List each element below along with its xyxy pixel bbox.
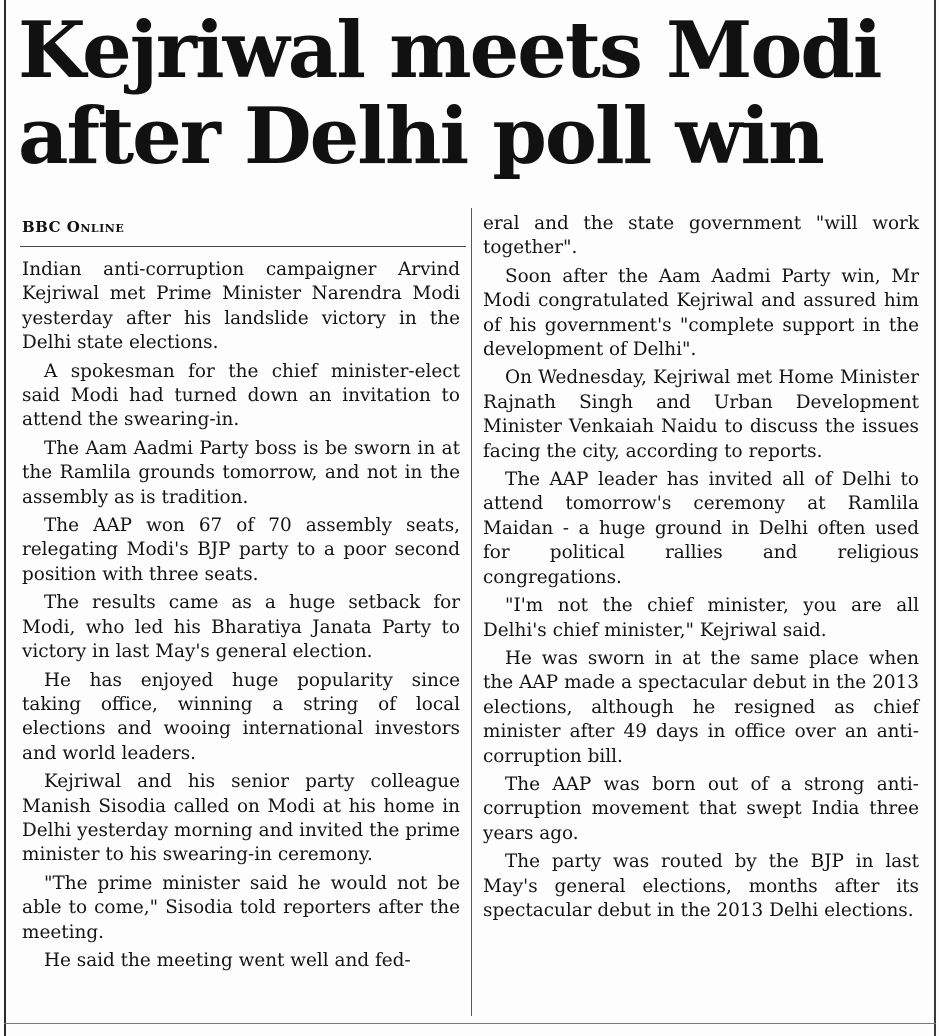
article-paragraph: Indian anti-corruption campaigner Arvind Kejriwal met Prime Minister Narendra Modi yesterday after his landslide victory in the Delhi state elections. — [22, 259, 460, 354]
column-divider — [471, 208, 472, 1016]
headline: Kejriwal meets Modi after Delhi poll win — [18, 5, 881, 182]
article-paragraph-continued: eral and the state government "will work together". — [483, 213, 919, 259]
byline: BBC Online — [22, 218, 125, 236]
clipping-bottom-edge — [4, 1023, 936, 1024]
article-paragraph: "I'm not the chief minister, you are all Delhi's chief minister," Kejriwal said. — [483, 595, 919, 641]
article-paragraph: The party was routed by the BJP in last May's general elections, months after its spectacular debut in the 2013 Delhi elections. — [483, 851, 919, 921]
article-paragraph: "The prime minister said he would not be able to come," Sisodia told reporters after the meeting. — [22, 872, 460, 943]
article-paragraph: The AAP leader has invited all of Delhi to attend tomorrow's ceremony at Ramlila Maidan - a huge ground in Delhi often used for political rallies and religious congregations. — [483, 469, 919, 588]
article-paragraph: The results came as a huge setback for Modi, who led his Bharatiya Janata Party to victory in last May's general election. — [22, 592, 460, 663]
article-paragraph: Soon after the Aam Aadmi Party win, Mr Modi congratulated Kejriwal and assured him of his government's "complete support in the development of Delhi". — [483, 265, 919, 361]
article-paragraph: A spokesman for the chief minister-elect said Modi had turned down an invitation to attend the swearing-in. — [22, 360, 460, 431]
article-paragraph: The AAP was born out of a strong anti-corruption movement that swept India three years ago. — [483, 773, 919, 844]
article-column-right — [483, 212, 919, 927]
clipping-left-edge — [4, 0, 6, 1036]
article-paragraph: He said the meeting went well and fed- — [44, 949, 411, 971]
byline-divider — [20, 246, 466, 247]
article-paragraph: Kejriwal and his senior party colleague Manish Sisodia called on Modi at his home in Delhi yesterday morning and invited the prime minister to his swearing-in ceremony. — [22, 771, 460, 866]
article-paragraph: He has enjoyed huge popularity since taking office, winning a string of local elections and wooing international investors and world leaders. — [22, 669, 460, 764]
article-paragraph: He was sworn in at the same place when the AAP made a spectacular debut in the 2013 elections, although he resigned as chief minister after 49 days in office over an anti-corruption bill. — [483, 647, 919, 767]
clipping-right-edge — [934, 0, 936, 1036]
article-paragraph: The Aam Aadmi Party boss is be sworn in at the Ramlila grounds tomorrow, and not in the assembly as is tradition. — [22, 437, 460, 508]
article-paragraph: The AAP won 67 of 70 assembly seats, relegating Modi's BJP party to a poor second position with three seats. — [22, 515, 460, 585]
article-column-left — [22, 258, 460, 977]
article-paragraph: On Wednesday, Kejriwal met Home Minister Rajnath Singh and Urban Development Minister Venkaiah Naidu to discuss the issues facing the city, according to reports. — [483, 367, 919, 462]
